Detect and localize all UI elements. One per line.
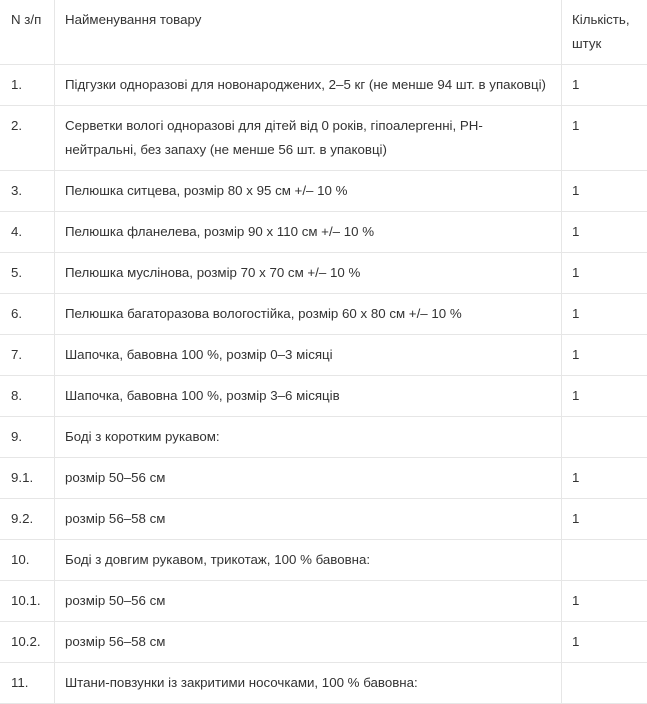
row-num: 11. <box>0 663 55 704</box>
header-qty: Кількість, штук <box>562 0 647 65</box>
table-row <box>0 106 647 171</box>
row-name: Пелюшка ситцева, розмір 80 х 95 см +/– 10 % <box>55 171 562 212</box>
row-num: 8. <box>0 376 55 417</box>
row-name: Пелюшка багаторазова вологостійка, розмір 60 х 80 см +/– 10 % <box>55 294 562 335</box>
table-row <box>0 171 647 212</box>
row-name: Пелюшка муслінова, розмір 70 х 70 см +/– 10 % <box>55 253 562 294</box>
row-name: Шапочка, бавовна 100 %, розмір 3–6 місяців <box>55 376 562 417</box>
row-num: 2. <box>0 106 55 171</box>
row-qty: 1 <box>562 294 647 335</box>
row-qty: 1 <box>562 376 647 417</box>
table-header-row <box>0 0 647 65</box>
row-num: 9. <box>0 417 55 458</box>
row-qty: 1 <box>562 335 647 376</box>
row-num: 3. <box>0 171 55 212</box>
table-row <box>0 417 647 458</box>
row-num: 1. <box>0 65 55 106</box>
row-qty: 1 <box>562 65 647 106</box>
table-row <box>0 581 647 622</box>
row-qty: 1 <box>562 581 647 622</box>
table-row <box>0 253 647 294</box>
row-qty: 1 <box>562 253 647 294</box>
table-row <box>0 376 647 417</box>
row-name: розмір 56–58 см <box>55 499 562 540</box>
row-qty <box>562 417 647 458</box>
row-name: Серветки вологі одноразові для дітей від 0 років, гіпоалергенні, PH-нейтральні, без запаху (не менше 56 шт. в упаковці) <box>55 106 562 171</box>
row-name: розмір 50–56 см <box>55 458 562 499</box>
row-name: розмір 50–56 см <box>55 581 562 622</box>
row-name: Боді з довгим рукавом, трикотаж, 100 % бавовна: <box>55 540 562 581</box>
row-num: 5. <box>0 253 55 294</box>
row-name: Шапочка, бавовна 100 %, розмір 0–3 місяці <box>55 335 562 376</box>
row-qty <box>562 663 647 704</box>
row-num: 7. <box>0 335 55 376</box>
row-qty: 1 <box>562 106 647 171</box>
row-num: 6. <box>0 294 55 335</box>
table-row <box>0 335 647 376</box>
row-qty: 1 <box>562 499 647 540</box>
table-row <box>0 294 647 335</box>
header-num: N з/п <box>0 0 55 65</box>
row-num: 9.2. <box>0 499 55 540</box>
row-num: 10. <box>0 540 55 581</box>
row-qty: 1 <box>562 171 647 212</box>
row-qty <box>562 540 647 581</box>
table-row <box>0 65 647 106</box>
row-name: розмір 56–58 см <box>55 622 562 663</box>
table-row <box>0 540 647 581</box>
row-name: Боді з коротким рукавом: <box>55 417 562 458</box>
row-num: 4. <box>0 212 55 253</box>
row-num: 10.1. <box>0 581 55 622</box>
table-row <box>0 458 647 499</box>
header-name: Найменування товару <box>55 0 562 65</box>
table-row <box>0 499 647 540</box>
row-name: Пелюшка фланелева, розмір 90 х 110 см +/– 10 % <box>55 212 562 253</box>
row-qty: 1 <box>562 458 647 499</box>
table-row <box>0 212 647 253</box>
row-qty: 1 <box>562 622 647 663</box>
row-num: 9.1. <box>0 458 55 499</box>
table-row <box>0 622 647 663</box>
row-name: Підгузки одноразові для новонароджених, 2–5 кг (не менше 94 шт. в упаковці) <box>55 65 562 106</box>
row-name: Штани-повзунки із закритими носочками, 100 % бавовна: <box>55 663 562 704</box>
row-num: 10.2. <box>0 622 55 663</box>
row-qty: 1 <box>562 212 647 253</box>
table-row <box>0 663 647 704</box>
